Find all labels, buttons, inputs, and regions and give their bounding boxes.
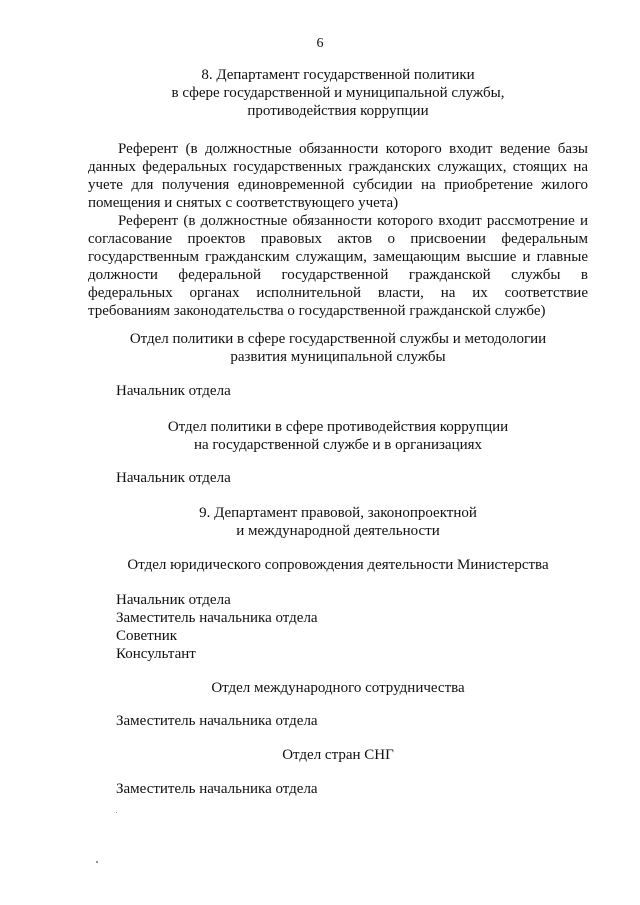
position-item: Заместитель начальника отдела [116, 713, 318, 729]
paragraph-text [88, 212, 588, 320]
scan-speck [96, 861, 98, 863]
text-line: государственным гражданским служащим, замещающим высшие и главные [88, 249, 588, 265]
heading-line: 8. Департамент государственной политики [201, 67, 475, 83]
paragraph-text [88, 140, 588, 212]
dept-legal-heading [88, 556, 588, 574]
dept-policy-methodology-positions [88, 382, 588, 400]
dept-legal-positions [88, 591, 588, 663]
dept-cis-heading [88, 746, 588, 764]
dept-cis-positions [88, 780, 588, 798]
section-9-heading [88, 504, 588, 540]
position-item: Начальник отдела [116, 470, 231, 486]
text-line: Референт (в должностные обязанности которого входит ведение базы [118, 141, 588, 157]
text-line: учете для получения единовременной субсидии на приобретение жилого [88, 177, 588, 193]
heading-line: Отдел международного сотрудничества [211, 680, 465, 696]
position-item: Начальник отдела [116, 592, 231, 608]
text-line: требованиям законодательства о государственной гражданской службе) [88, 303, 546, 319]
dept-policy-methodology-heading [88, 330, 588, 366]
text-line: Референт (в должностные обязанности которого входит рассмотрение и [118, 213, 588, 229]
heading-line: на государственной службе и в организациях [193, 437, 483, 453]
dept-international-heading [88, 679, 588, 697]
dept-international-positions [88, 712, 588, 730]
heading-line: Отдел юридического сопровождения деятельности Министерства [127, 557, 549, 573]
heading-line: и международной деятельности [236, 523, 440, 539]
text-line: федеральных органах исполнительной власти, на их соответствие [88, 285, 588, 301]
position-item: Начальник отдела [116, 383, 231, 399]
dept-anticorruption-heading [88, 418, 588, 454]
heading-line: Отдел политики в сфере противодействия коррупции [167, 419, 509, 435]
heading-line: Отдел политики в сфере государственной службы и методологии [129, 331, 547, 347]
page-number: 6 [316, 36, 324, 51]
dept-anticorruption-positions [88, 469, 588, 487]
paragraph-referent-1 [88, 140, 588, 212]
text-line: помещения и снятых с соответствующего учета) [88, 195, 399, 211]
paragraph-referent-2 [88, 212, 588, 320]
heading-line: в сфере государственной и муниципальной службы, [171, 85, 505, 101]
position-item: Заместитель начальника отдела [116, 781, 318, 797]
heading-line: развития муниципальной службы [230, 349, 446, 365]
position-item: Советник [116, 628, 178, 644]
position-item: Заместитель начальника отдела [116, 610, 318, 626]
scan-speck [116, 812, 117, 813]
text-line: должности федеральной государственной гражданской службы в [88, 267, 588, 283]
position-item: Консультант [116, 646, 196, 662]
heading-line: Отдел стран СНГ [282, 747, 394, 763]
section-8-heading [88, 66, 588, 120]
text-line: согласование проектов правовых актов о присвоении федеральным [88, 231, 588, 247]
text-line: данных федеральных государственных гражданских служащих, стоящих на [88, 159, 588, 175]
heading-line: 9. Департамент правовой, законопроектной [199, 505, 477, 521]
heading-line: противодействия коррупции [247, 103, 429, 119]
